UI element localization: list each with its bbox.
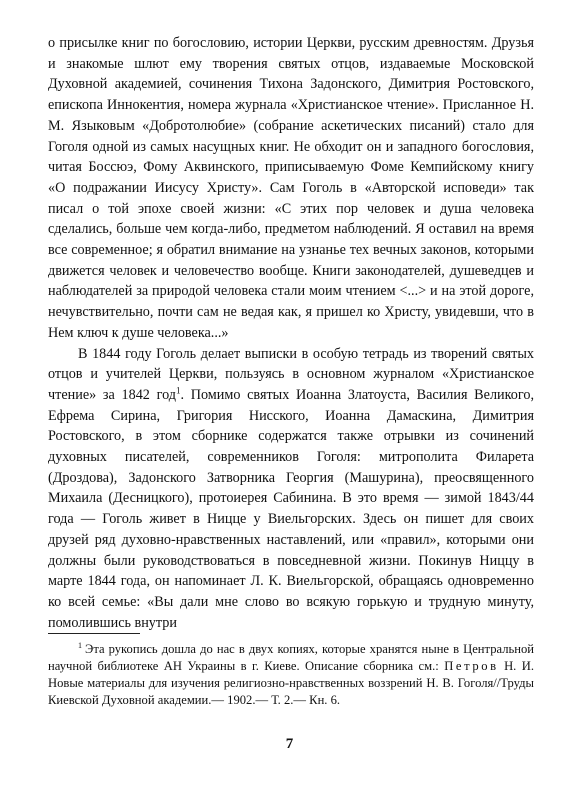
footnote-reference: 1 [175,385,181,396]
footnote-author: Петров [444,659,499,673]
paragraph-2 [48,344,534,634]
footnote-text-a: Эта рукопись дошла до нас в двух копиях, которые хранятся ныне в Центральной научной библиотеке АН Украины в г. Киеве. Описание сборника см.: [48,642,534,673]
footnote-divider [48,633,140,634]
footnote [48,641,534,709]
main-text [48,33,534,633]
footnote-text-b: Н. И. Новые материалы для изучения религиозно-нравственных воззрений Н. В. Гоголя//Труды Киевской Духовной академии.— 1902.— Т. 2.— Кн. 6. [48,659,534,707]
footnote-mark: 1 [78,640,82,650]
paragraph-2-text-a: В 1844 году Гоголь делает выписки в особую тетрадь из творений святых отцов и учителей Церкви, пользуясь в основном журналом «Христианское чтение» за 1842 год [48,345,534,403]
paragraph-2-text-b: . Помимо святых Иоанна Златоуста, Василия Великого, Ефрема Сирина, Григория Нисского, Иоанна Дамаскина, Димитрия Ростовского, в этом сборнике содержатся также отрывки из сочинений духовных писателей, современников Гоголя: митрополита Филарета (Дроздова), Задонского Затворника Георгия (Машурина), преосвященного Михаила (Десницкого), протоиерея Сабинина. В это время — зимой 1843/44 года — Гоголь живет в Ницце у Виельгорских. Здесь он пишет для своих друзей ряд духовно-нравственных наставлений, или «правил», которыми они должны были руководствоваться в повседневной жизни. Покинув Ниццу в марте 1844 года, он напоминает Л. К. Виельгорской, обращаясь одновременно ко всей семье: «Вы дали мне слово во всякую горькую и трудную минуту, помолившись внутри [48,386,534,631]
page-number: 7 [285,736,294,752]
paragraph-1: о присылке книг по богословию, истории Церкви, русским древностям. Друзья и знакомые шлют ему творения святых отцов, издаваемые Московской Духовной академией, сочинения Тихона Задонского, Димитрия Ростовского, епископа Иннокентия, номера журнала «Христианское чтение». Присланное Н. М. Языковым «Добротолюбие» (собрание аскетических писаний) стало для Гоголя одной из самых насущных книг. Не обходит он и западного богословия, читая Боссюэ, Фому Аквинского, приписываемую Фоме Кемпийскому книгу «О подражании Иисусу Христу». Сам Гоголь в «Авторской исповеди» так писал о той эпохе своей жизни: «С этих пор человек и душа человека сделались, больше чем когда-либо, предметом наблюдений. Я оставил на время все современное; я обратил внимание на узнанье тех вечных законов, которыми движется человек и человечество вообще. Книги законодателей, душеведцев и наблюдателей за природой человека стали моим чтением <...> и на этой дороге, нечувствительно, почти сам не ведая как, я пришел ко Христу, увидевши, что в Нем ключ к душе человека...» [48,35,534,341]
